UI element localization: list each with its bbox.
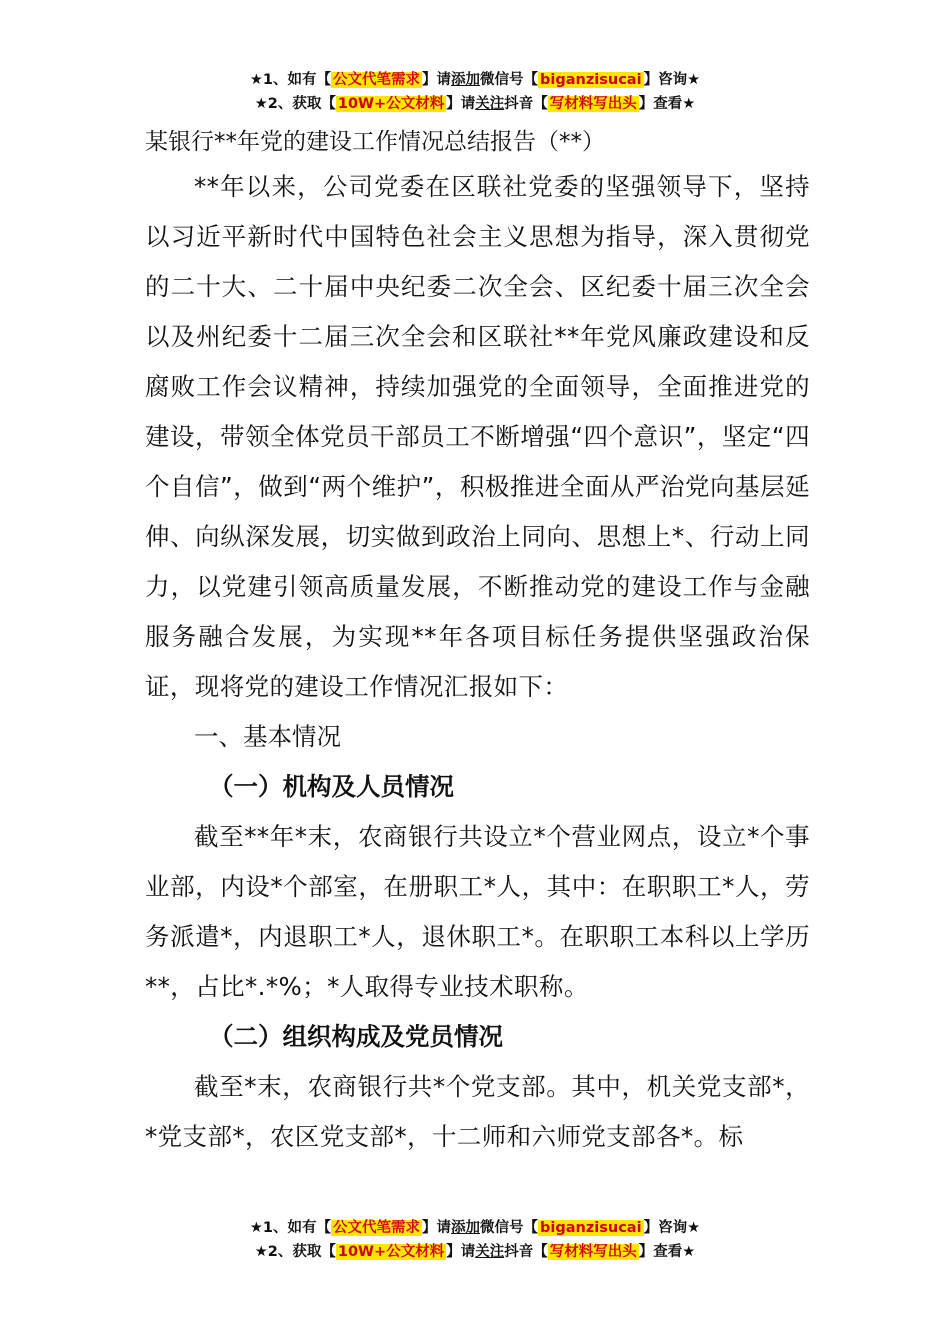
banner-text: 】咨询★ (643, 72, 701, 88)
header-banner (0, 68, 950, 116)
banner-text: 】查看★ (638, 96, 696, 112)
banner-text: 】请 (446, 96, 476, 112)
banner-text: 微信号【 (480, 1220, 539, 1236)
intro-paragraph: **年以来，公司党委在区联社党委的坚强领导下，坚持以习近平新时代中国特色社会主义思想为指导，深入贯彻党的二十大、二十届中央纪委二次全会、区纪委十届三次全会以及州纪委十二届三次全会和区联社**年党风廉政建设和反腐败工作会议精神，持续加强党的全面领导，全面推进党的建设，带领全体党员干部员工不断增强“四个意识”，坚定“四个自信”，做到“两个维护”，积极推进全面从严治党向基层延伸、向纵深发展，切实做到政治上同向、思想上*、行动上同力，以党建引领高质量发展，不断推动党的建设工作与金融服务融合发展，为实现**年各项目标任务提供坚强政治保证，现将党的建设工作情况汇报如下： (145, 172, 810, 701)
body-paragraph: 截至**年*末，农商银行共设立*个营业网点，设立*个事业部，内设*个部室，在册职工*人，其中：在职职工*人，劳务派遣*，内退职工*人，退休职工*。在职职工本科以上学历**，占比*.*%；*人取得专业技术职称。 (145, 822, 810, 1001)
banner-line-1 (0, 68, 950, 92)
banner-highlight: 公文代笔需求 (333, 1220, 421, 1236)
banner-line-1 (0, 1216, 950, 1240)
banner-underline: 关注 (475, 96, 505, 112)
banner-line-2 (0, 1240, 950, 1264)
banner-text: 抖音【 (504, 96, 548, 112)
banner-text: 】咨询★ (643, 1220, 701, 1236)
banner-text: 】请 (422, 1220, 452, 1236)
banner-text: 微信号【 (480, 72, 539, 88)
banner-underline: 添加 (451, 1220, 481, 1236)
banner-highlight: 写材料写出头 (549, 96, 637, 112)
banner-line-2 (0, 92, 950, 116)
banner-highlight: biganzisucai (540, 72, 642, 88)
document-title: 某银行**年党的建设工作情况总结报告（**） (145, 129, 605, 155)
footer-banner (0, 1216, 950, 1264)
subsection-heading: （一）机构及人员情况 (209, 772, 454, 801)
section-heading: 一、基本情况 (194, 722, 341, 751)
subsection-heading: （二）组织构成及党员情况 (209, 1022, 503, 1051)
banner-highlight: biganzisucai (540, 1220, 642, 1236)
banner-text: 】请 (422, 72, 452, 88)
banner-highlight: 10W+公文材料 (337, 1244, 445, 1260)
banner-underline: 关注 (475, 1244, 505, 1260)
banner-highlight: 写材料写出头 (549, 1244, 637, 1260)
banner-underline: 添加 (451, 72, 481, 88)
banner-text: 抖音【 (504, 1244, 548, 1260)
document-body (145, 122, 810, 1162)
banner-text: 】请 (446, 1244, 476, 1260)
banner-text: ★2、获取【 (254, 96, 336, 112)
banner-text: ★1、如有【 (249, 1220, 332, 1236)
banner-highlight: 公文代笔需求 (333, 72, 421, 88)
banner-text: 】查看★ (638, 1244, 696, 1260)
banner-text: ★2、获取【 (254, 1244, 336, 1260)
banner-highlight: 10W+公文材料 (337, 96, 445, 112)
body-paragraph: 截至*末，农商银行共*个党支部。其中，机关党支部*，*党支部*，农区党支部*，十二师和六师党支部各*。标 (145, 1072, 810, 1151)
banner-text: ★1、如有【 (249, 72, 332, 88)
